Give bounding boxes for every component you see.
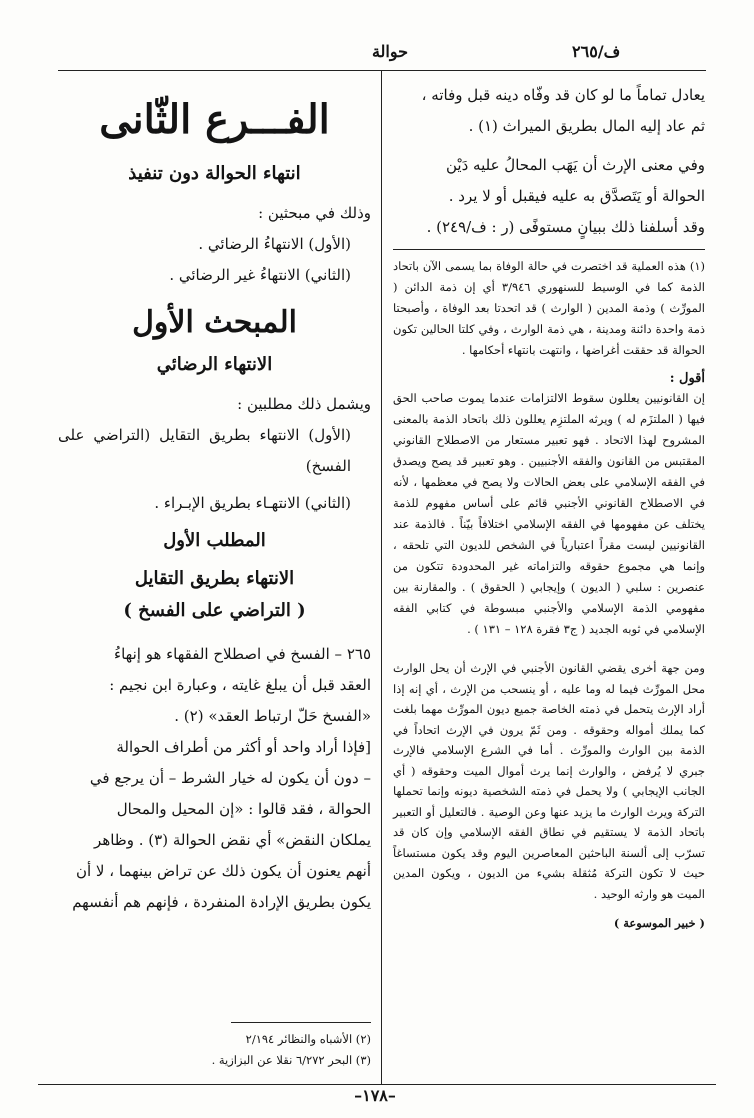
right-line-2: ثم عاد إليه المال بطريق الميراث (١) . bbox=[468, 117, 705, 135]
page-number: –١٧٨– bbox=[354, 1086, 396, 1105]
right-line-5: وقد أسلفنا ذلك ببيانٍ مستوفًى (ر : ف/٢٤٩) . bbox=[426, 218, 705, 236]
subsection-subtitle-2: ( التراضي على الفسخ ) bbox=[123, 600, 306, 621]
footnote-1: (١) هذه العملية قد اختصرت في حالة الوفاة بما يسمى الآن باتحاد الذمة كما في الوسيط للسنهوري ٣/٩٤٦ أي إن ذمة الدائن ( المورِّث ) وذمة المدين ( الوارث ) قد اتحدتا بعد الوفاة ، وأصبحتا ذمة واحدة دائنة ومدينة ، هي ذمة الوارث ، وفي كلتا الحالين تكون الحوالة قد حققت أغراضها ، وانتهت بانتهاء أحكامها . bbox=[393, 259, 706, 357]
subsection-title: المطلب الأول bbox=[163, 530, 266, 551]
body-line-1: ٢٦٥ – الفسخ في اصطلاح الفقهاء هو إنهاءُ bbox=[114, 645, 371, 663]
body-line-4: [فإذا أراد واحد أو أكثر من أطراف الحوالة bbox=[116, 738, 371, 756]
right-line-4: الحوالة أو يَتَصدَّق به عليه فيقبل أو لا يرد . bbox=[448, 187, 705, 205]
topic-1: (الأول) الانتهاءُ الرضائي . bbox=[198, 235, 351, 253]
footnote-2: (٢) الأشباه والنظائر ٢/١٩٤ bbox=[245, 1032, 371, 1046]
right-line-3: وفي معنى الإرث أن يَهَب المحالُ عليه دَيْن bbox=[446, 156, 705, 174]
footnote-author: ( خبير الموسوعة ) bbox=[613, 916, 705, 930]
column-separator bbox=[381, 71, 382, 1084]
body-line-3: «الفسخ حَلّ ارتباط العقد» (٢) . bbox=[174, 707, 371, 725]
left-footnotes bbox=[58, 1016, 371, 1071]
header-page-ref: ف/٢٦٥ bbox=[572, 42, 621, 61]
section-subtitle: الانتهاء الرضائي bbox=[156, 354, 273, 375]
body-line-8: أنهم يعنون أن يكون ذلك عن تراض بينهما ، لا أن bbox=[75, 862, 371, 880]
branch-subtitle: انتهاء الحوالة دون تنفيذ bbox=[128, 163, 301, 184]
subsection-subtitle-1: الانتهاء بطريق التقايل bbox=[134, 568, 295, 589]
footnote-subheading: أقول : bbox=[669, 371, 705, 386]
header-title: حوالة bbox=[371, 42, 409, 61]
branch-title: الفـــرع الثّانى bbox=[99, 96, 330, 143]
footnote-3: (٣) البحر ٦/٢٧٢ نقلا عن البزازية . bbox=[211, 1053, 371, 1067]
section-title: المبحث الأول bbox=[132, 305, 297, 340]
topic-2: (الثاني) الانتهاءُ غير الرضائي . bbox=[169, 266, 351, 284]
right-line-1: يعادل تماماً ما لو كان قد وفّاه دينه قبل وفاته ، bbox=[421, 86, 705, 104]
body-line-7: يملكان النقض» أي نقض الحوالة (٣) . وظاهر bbox=[94, 831, 371, 849]
subtopic-1: (الأول) الانتهاء بطريق التقايل (التراضي على الفسخ) bbox=[58, 426, 351, 475]
right-column bbox=[393, 80, 705, 942]
left-footnote-rule bbox=[231, 1022, 371, 1023]
body-line-2: العقد قبل أن يبلغ غايته ، وعبارة ابن نجيم : bbox=[109, 676, 371, 694]
body-line-5: – دون أن يكون له خيار الشرط – أن يرجع في bbox=[89, 769, 371, 787]
footnote-para-1: إن القانونيين يعللون سقوط الالتزامات عندما يموت صاحب الحق فيها ( الملتزَم له ) ويرثه الملتزِم يعللون ذلك باتحاد الذمة بالمعنى المشروح لهذا الاتحاد . فهو تعبير مستعار من الاصطلاح القانوني المقتبس من القانون والفقه الأجنبيين . وهو تعبير قد يصح ويصدق في الفقه الإسلامي على بعض الحالات ولا يصح في معظمها ، لأنه في الاصطلاح القانوني الأجنبي قائم على أساس مفهوم للذمة يختلف عن مفهومها في الفقه الإسلامي اختلافاً بيّناً . فالذمة عند القانونيين ليست مقراً اعتبارياً في الشخص للديون التي تلحقه ، وإنما هي مجموع حقوقه والتزاماته غير المحدودة تتكون من عنصرين : سلبي ( الديون ) وإيجابي ( الحقوق ) . والمقارنة بين مفهومي الذمة الإسلامي والأجنبي مبسوطة في كتابي الفقه الإسلامي في ثوبه الجديد ( ج٣ فقرة ١٢٨ – ١٣١ ) . bbox=[393, 391, 705, 636]
body-line-9: يكون بطريق الإرادة المنفردة ، فإنهم هم أنفسهم bbox=[72, 893, 371, 911]
body-line-6: الحوالة ، فقد قالوا : «إن المحيل والمحال bbox=[116, 800, 371, 818]
intro-line: وذلك في مبحثين : bbox=[258, 204, 371, 222]
footnote-rule bbox=[393, 249, 705, 250]
section-intro: ويشمل ذلك مطلبين : bbox=[237, 395, 371, 413]
left-column bbox=[58, 80, 371, 918]
footer-rule bbox=[38, 1084, 716, 1085]
subtopic-2: (الثاني) الانتهـاء بطريق الإبـراء . bbox=[154, 494, 351, 512]
footnote-para-2: ومن جهة أخرى يقضي القانون الأجنبي في الإرث أن يحل الوارث محل المورِّث فيما له وما عليه ، أو ينسحب من الإرث ، أي إنه إذا أراد الإرث يتحمل في ذمته الخاصة جميع ديون المورِّث مهما بلغت كما يملك أمواله وحقوقه . ومن ثَمّ يرون في الإرث اتحاداً في الذمة بين الوارث والمورِّث . أما في الشرع الإسلامي فالإرث جبري لا يُرفض ، والوارث إنما يرث أموال الميت وحقوقه ( أي الجانب الإيجابي ) ولا يحمل في ذمته الشخصية ديونه وإنما تحملها التركة ويرث الوارث ما يزيد عنها وعن الوصية . فالتعليل أو التعبير باتحاد الذمة لا يستقيم في نطاق الفقه الإسلامي وإن كان قد تسرّب إلى ألسنة الباحثين المعاصرين اليوم وقد يكون مستساغاً حيث لا تكون التركة مُثقلة بشيء من الديون ، ويكون المدين الميت هو وارثه الوحيد . bbox=[393, 661, 705, 901]
header-rule bbox=[58, 70, 706, 71]
